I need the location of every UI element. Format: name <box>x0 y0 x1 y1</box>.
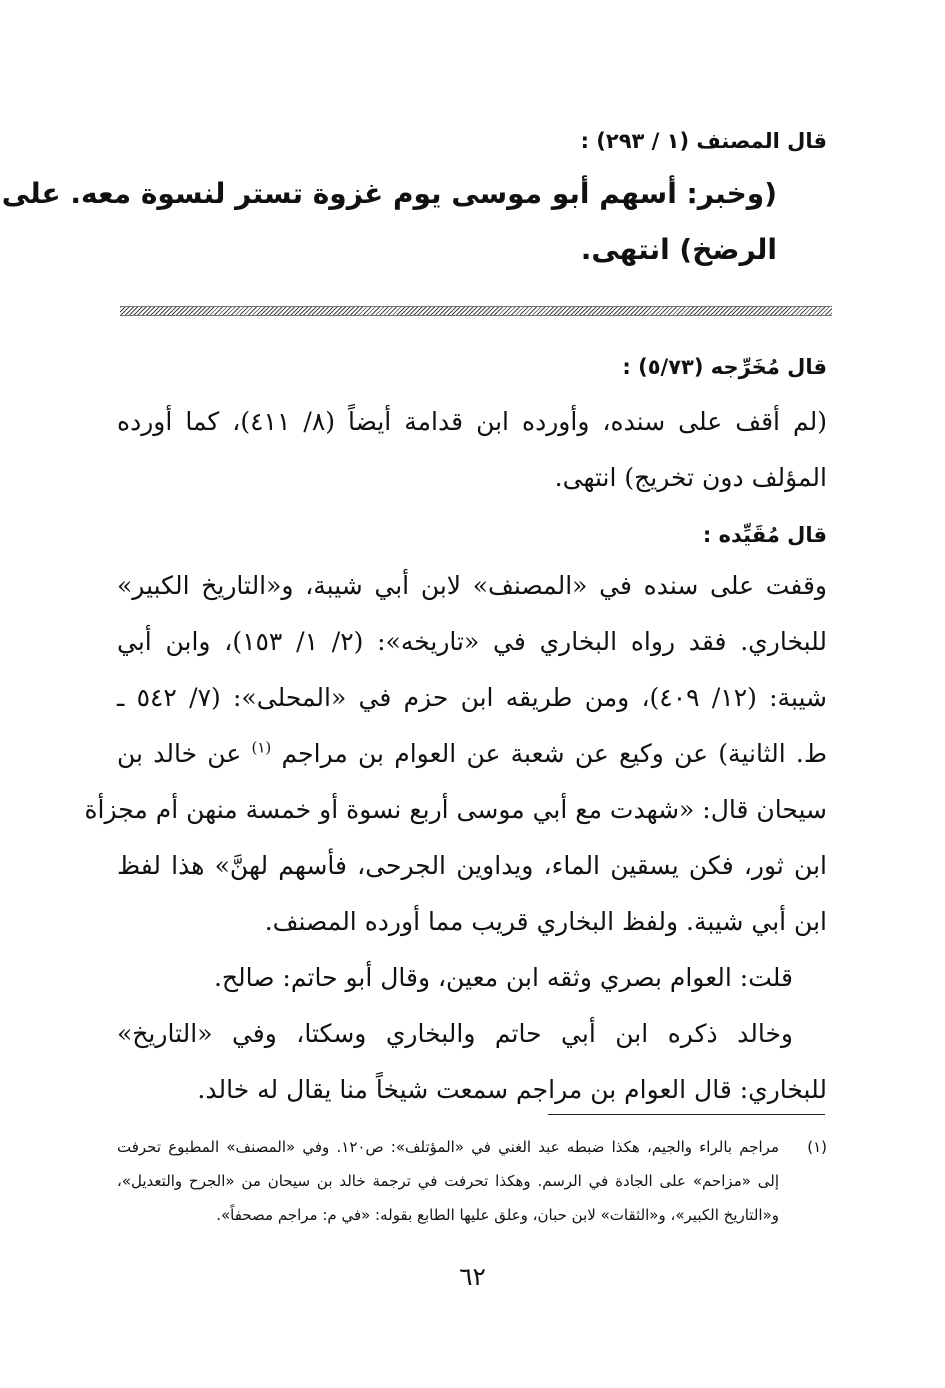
section3-line-4-text: ط. الثانية) عن وكيع عن شعبة عن العوام بن مراجم <box>281 739 827 768</box>
page-number: ٦٢ <box>459 1262 486 1291</box>
section3-line-2: للبخاري. فقد رواه البخاري في «تاريخه»: (٢/ ١/ ١٥٣)، وابن أبي <box>117 627 828 656</box>
section3-line-5: سيحان قال: «شهدت مع أبي موسى أربع نسوة أو خمسة منهن أم مجزأة <box>84 795 827 824</box>
section3-line-4 <box>117 726 827 782</box>
section2-heading: قال مُخَرِّجه (٥/٧٣) : <box>622 355 827 379</box>
section2-line-2: المؤلف دون تخريج) انتهى. <box>554 463 827 492</box>
footnote-body <box>117 1130 779 1232</box>
footnote-number: (١) <box>807 1138 827 1156</box>
section1-quote <box>1 166 777 278</box>
section3-text <box>84 558 828 1118</box>
section3-line-3: شيبة: (١٢/ ٤٠٩)، ومن طريقه ابن حزم في «المحلى»: (٧/ ٥٤٢ ـ <box>117 683 827 712</box>
section3-line-7: ابن أبي شيبة. ولفظ البخاري قريب مما أورده المصنف. <box>264 907 827 936</box>
section3-line-4-tail: عن خالد بن <box>117 739 242 768</box>
section3-heading: قال مُقَيِّده : <box>702 523 827 547</box>
section3-line-10: للبخاري: قال العوام بن مراجم سمعت شيخاً منا يقال له خالد. <box>197 1075 827 1104</box>
section2-text <box>117 394 827 506</box>
footnote-ref[interactable]: (١) <box>251 738 272 757</box>
section1-heading: قال المصنف (١ / ٢٩٣) : <box>580 129 827 153</box>
footnote-line-3: و«التاريخ الكبير»، و«الثقات» لابن حبان، وعلق عليها الطابع بقوله: «في م: مراجم مصحفاً». <box>216 1206 779 1224</box>
section3-line-9: وخالد ذكره ابن أبي حاتم والبخاري وسكتا، وفي «التاريخ» <box>117 1019 793 1048</box>
section1-quote-line-1: (وخبر: أسهم أبو موسى يوم غزوة تستر لنسوة معه. على <box>1 177 777 210</box>
footnote-separator <box>548 1114 825 1115</box>
section3-line-6: ابن ثور، فكن يسقين الماء، ويداوين الجرحى، فأسهم لهنَّ» هذا لفظ <box>117 851 827 880</box>
section3-line-8: قلت: العوام بصري وثقه ابن معين، وقال أبو حاتم: صالح. <box>213 963 793 992</box>
footnote-line-2: إلى «مزاحم» على الجادة في الرسم. وهكذا تحرفت في ترجمة خالد بن سيحان من «الجرح والتعديل»، <box>117 1172 779 1190</box>
section-divider <box>120 306 832 316</box>
footnote-line-1: مراجم بالراء والجيم، هكذا ضبطه عبد الغني في «المؤتلف»: ص١٢٠. وفي «المصنف» المطبوع تحرفت <box>117 1138 779 1156</box>
footnote <box>117 1130 827 1232</box>
section1-quote-line-2: الرضخ) انتهى. <box>580 233 777 266</box>
section3-line-1: وقفت على سنده في «المصنف» لابن أبي شيبة، و«التاريخ الكبير» <box>117 571 827 600</box>
section2-line-1: (لم أقف على سنده، وأورده ابن قدامة أيضاً (٨/ ٤١١)، كما أورده <box>117 407 827 436</box>
